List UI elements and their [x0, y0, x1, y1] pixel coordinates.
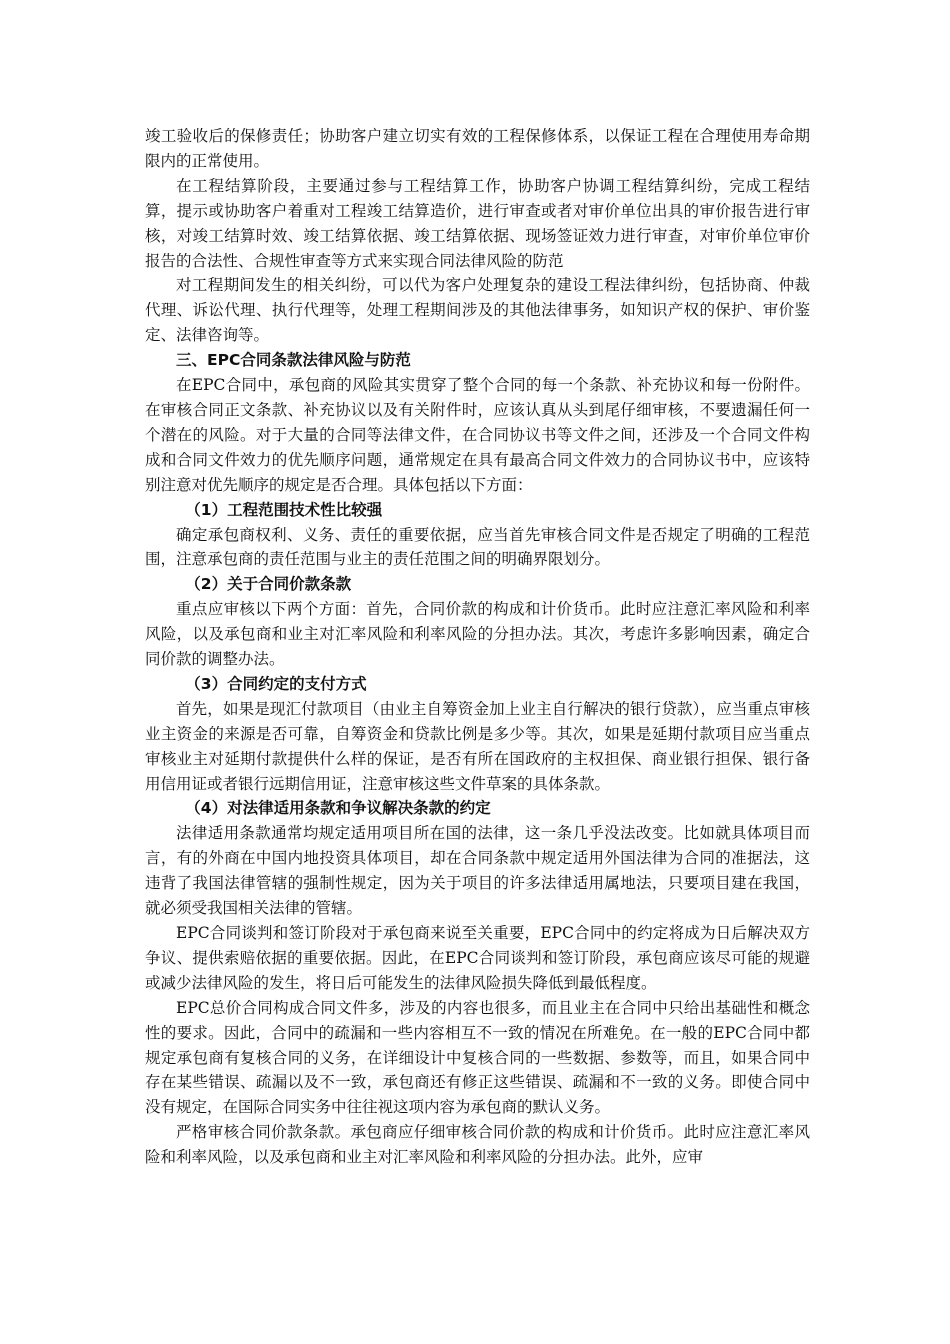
subheading-scope: （1）工程范围技术性比较强: [185, 500, 383, 519]
paragraph-negotiation: EPC合同谈判和签订阶段对于承包商来说至关重要，EPC合同中的约定将成为日后解决双方争议、提供索赔依据的重要依据。因此，在EPC合同谈判和签订阶段，承包商应该尽可能的规避或减少法律风险的发生，将日后可能发生的法律风险损失降低到最低程度。: [145, 924, 810, 992]
paragraph-epc-intro: 在EPC合同中，承包商的风险其实贯穿了整个合同的每一个条款、补充协议和每一份附件。在审核合同正文条款、补充协议以及有关附件时，应该认真从头到尾仔细审核，不要遗漏任何一个潜在的风险。对于大量的合同等法律文件，在合同协议书等文件之间，还涉及一个合同文件构成和合同文件效力的优先顺序问题，通常规定在具有最高合同文件效力的合同协议书中，应该特别注意对优先顺序的规定是否合理。具体包括以下方面：: [145, 376, 810, 494]
paragraph-law: 法律适用条款通常均规定适用项目所在国的法律，这一条几乎没法改变。比如就具体项目而言，有的外商在中国内地投资具体项目，却在合同条款中规定适用外国法律为合同的准据法，这违背了我国法律管辖的强制性规定，因为关于项目的许多法律适用属地法，只要项目建在我国，就必须受我国相关法律的管辖。: [145, 824, 810, 918]
subheading-law: （4）对法律适用条款和争议解决条款的约定: [185, 799, 491, 818]
subheading-payment: （3）合同约定的支付方式: [185, 674, 367, 693]
paragraph-scope: 确定承包商权利、义务、责任的重要依据，应当首先审核合同文件是否规定了明确的工程范围，注意承包商的责任范围与业主的责任范围之间的明确界限划分。: [145, 525, 810, 569]
paragraph-warranty: 竣工验收后的保修责任；协助客户建立切实有效的工程保修体系，以保证工程在合理使用寿命期限内的正常使用。: [145, 127, 810, 170]
paragraph-price: 重点应审核以下两个方面：首先，合同价款的构成和计价货币。此时应注意汇率风险和利率风险，以及承包商和业主对汇率风险和利率风险的分担办法。其次，考虑许多影响因素，确定合同价款的调整办法。: [145, 600, 810, 669]
paragraph-disputes: 对工程期间发生的相关纠纷，可以代为客户处理复杂的建设工程法律纠纷，包括协商、仲裁代理、诉讼代理、执行代理等，处理工程期间涉及的其他法律事务，如知识产权的保护、审价鉴定、法律咨询等。: [145, 276, 810, 345]
paragraph-price-review: 严格审核合同价款条款。承包商应仔细审核合同价款的构成和计价货币。此时应注意汇率风险和利率风险，以及承包商和业主对汇率风险和利率风险的分担办法。此外，应审: [145, 1123, 810, 1167]
paragraph-payment: 首先，如果是现汇付款项目（由业主自筹资金加上业主自行解决的银行贷款），应当重点审核业主资金的来源是否可靠，自筹资金和贷款比例是多少等。其次，如果是延期付款项目应当重点审核业主对延期付款提供什么样的保证，是否有所在国政府的主权担保、商业银行担保、银行备用信用证或者银行远期信用证，注意审核这些文件草案的具体条款。: [145, 699, 810, 793]
section-heading-epc-risks: 三、EPC合同条款法律风险与防范: [176, 351, 411, 370]
document-page: [145, 124, 810, 1170]
subheading-price: （2）关于合同价款条款: [185, 575, 352, 594]
paragraph-settlement: 在工程结算阶段，主要通过参与工程结算工作，协助客户协调工程结算纠纷，完成工程结算，提示或协助客户着重对工程竣工结算造价，进行审查或者对审价单位出具的审价报告进行审核，对竣工结算时效、竣工结算依据、竣工结算依据、现场签证效力进行审查，对审价单位审价报告的合法性、合规性审查等方式来实现合同法律风险的防范: [145, 176, 810, 270]
paragraph-lump-sum: EPC总价合同构成合同文件多，涉及的内容也很多，而且业主在合同中只给出基础性和概念性的要求。因此，合同中的疏漏和一些内容相互不一致的情况在所难免。在一般的EPC合同中都规定承包商有复核合同的义务，在详细设计中复核合同的一些数据、参数等，而且，如果合同中存在某些错误、疏漏以及不一致，承包商还有修正这些错误、疏漏和不一致的义务。即使合同中没有规定，在国际合同实务中往往视这项内容为承包商的默认义务。: [145, 998, 810, 1117]
